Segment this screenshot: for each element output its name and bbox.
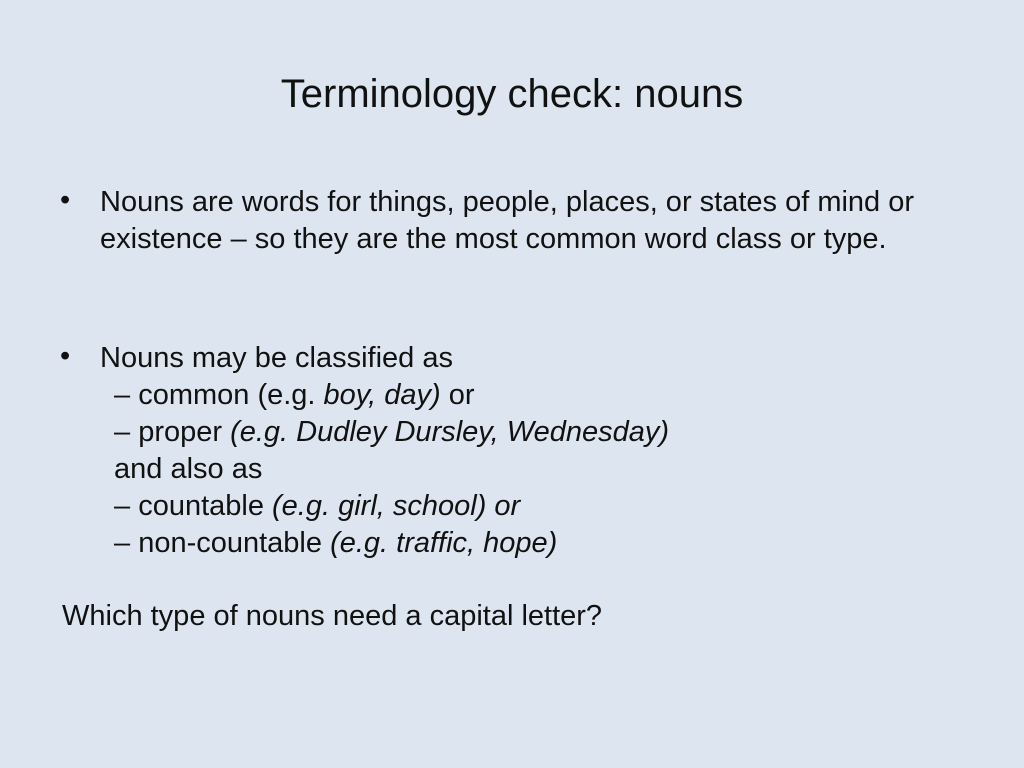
sub-item-non-countable: – non-countable (e.g. traffic, hope) (114, 527, 558, 559)
bullet-icon: • (60, 340, 71, 372)
bullet-icon: • (60, 184, 71, 216)
sub-item-proper: – proper (e.g. Dudley Dursley, Wednesday) (114, 416, 670, 448)
question: Which type of nouns need a capital letter? (62, 600, 603, 632)
slide-title: Terminology check: nouns (280, 72, 744, 116)
bullet-definition: Nouns are words for things, people, places, or states of mind or existence – so they are the most common word class or type. (100, 186, 915, 255)
sub-item-common: – common (e.g. boy, day) or (114, 379, 475, 411)
sub-item-also: and also as (114, 453, 263, 485)
bullet-classification: Nouns may be classified as (100, 342, 453, 374)
sub-item-countable: – countable (e.g. girl, school) or (114, 490, 521, 522)
